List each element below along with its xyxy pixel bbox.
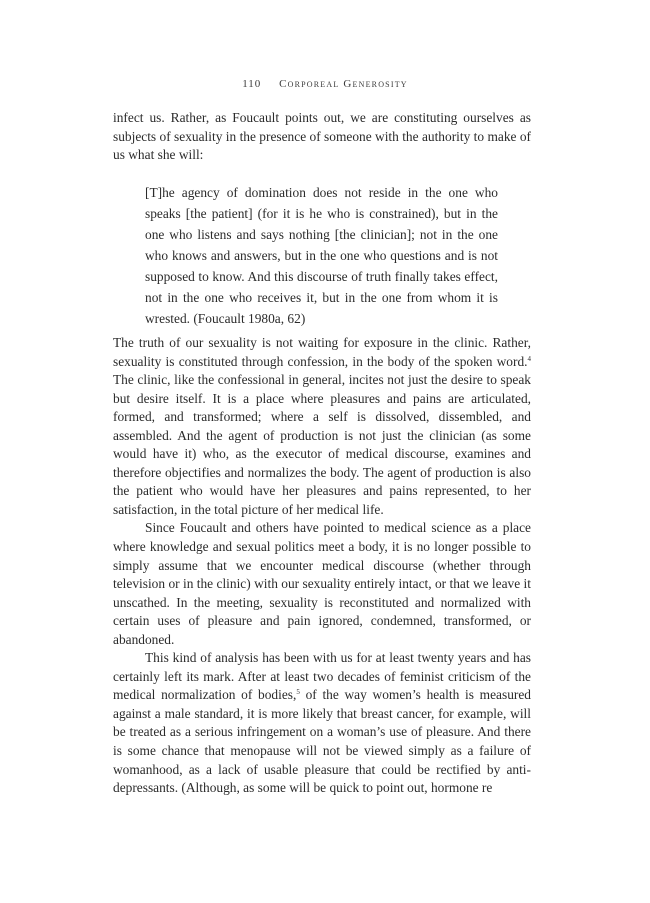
paragraph-3: Since Foucault and others have pointed to medical science as a place where knowledge and sexual politics meet a body, it is no longer possible to simply assume that we encounter medical discourse (whether through television or in the clinic) with our sexuality entirely intact, or that we leave it unscathed. In the meeting, sexuality is reconstituted and normalized with certain uses of pleasure and pain ignored, condemned, transformed, or abandoned. [113,520,531,647]
opening-text [113,109,531,165]
running-title: Corporeal Generosity [279,78,408,90]
paragraph-2 [113,334,531,519]
block-quote [145,182,498,329]
paragraph-4-text-b: of the way women’s health is measured against a male standard, it is more likely that breast cancer, for example, will be treated as a serious infringement on a woman’s use of pleasure. And there is some chance that menopause will not be viewed simply as a failure of womanhood, as a lack of usable pleasure that could be rectified by antidepressants. (Although, as some will be quick to point out, hormone re [113,687,531,796]
footnote-marker-5: 5 [296,688,300,697]
main-text [113,334,531,798]
opening-paragraph: infect us. Rather, as Foucault points out, we are constituting ourselves as subjects of sexuality in the presence of someone with the authority to make of us what she will: [113,110,531,163]
running-head [0,78,650,90]
paragraph-2-text-a: The truth of our sexuality is not waiting for exposure in the clinic. Rather, sexuality is constituted through confession, in the body of the spoken word. [113,335,531,369]
paragraph-2-text-b: The clinic, like the confessional in general, incites not just the desire to speak but desire itself. It is a place where pleasures and pains are articulated, formed, and transformed; where a self is dissolved, dissembled, and assembled. And the agent of production is not just the clinician (as some would have it) who, as the executor of medical discourse, examines and therefore objectifies and normalizes the body. The agent of production is also the patient who would have her pleasures and pains represented, to her satisfaction, in the total picture of her medical life. [113,372,531,517]
block-quote-text: [T]he agency of domination does not reside in the one who speaks [the patient] (for it is he who is constrained), but in the one who listens and says nothing [the clinician]; not in the one who knows and answers, but in the one who questions and is not supposed to know. And this discourse of truth finally takes effect, not in the one who receives it, but in the one from whom it is wrested. (Foucault 1980a, 62) [145,185,498,326]
footnote-marker-4: 4 [527,354,531,363]
page-number: 110 [242,78,262,90]
paragraph-4-text-a: This kind of analysis has been with us for at least twenty years and has certainly left its mark. After at least two decades of feminist criticism of the medical normalization of bodies, [113,650,531,703]
paragraph-4 [113,649,531,797]
